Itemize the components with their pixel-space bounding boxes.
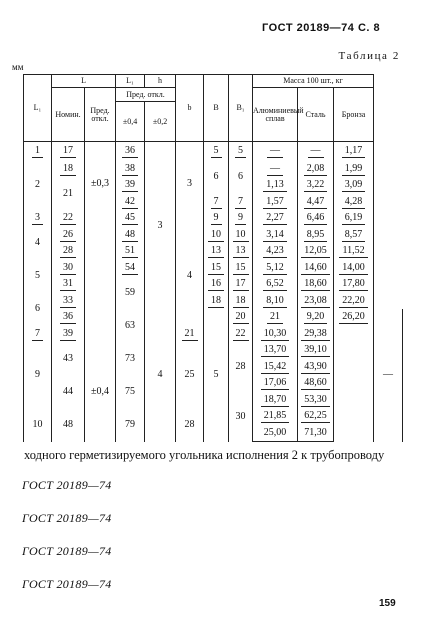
col-head-Lp: L₁ — [116, 75, 145, 88]
cell-Lp: 48 — [122, 228, 138, 242]
cell-Lp: 51 — [122, 244, 138, 258]
cell-b-5: 5 — [204, 309, 229, 442]
cell-B1: 28 — [229, 342, 253, 392]
cell-bronza: 22,20 — [339, 294, 368, 308]
cell-b-3: 3 — [176, 142, 204, 227]
cell-B: 16 — [208, 277, 224, 291]
cell-al: 9,20 — [304, 310, 328, 324]
cell-bronza: 4,28 — [342, 195, 366, 209]
cell-L: 17 — [60, 144, 76, 158]
cell-L: 31 — [60, 277, 76, 291]
cell-L: 28 — [60, 244, 76, 258]
col-head-L1: L₁ — [24, 75, 52, 142]
unit-label: мм — [12, 62, 24, 72]
cell-stal: 39,10 — [301, 343, 330, 357]
cell-h-4: 4 — [145, 309, 176, 442]
cell-B: 6 — [204, 161, 229, 194]
cell-al: 10,30 — [261, 327, 290, 341]
cell-stal: 71,30 — [298, 425, 334, 442]
cell-Lp: 36 — [122, 144, 138, 158]
cell-L-tol-1: ±0,3 — [85, 142, 116, 227]
table-caption: Таблица 2 — [338, 50, 400, 62]
cell-L: 48 — [52, 408, 85, 442]
col-head-h: h — [145, 75, 176, 88]
cell-al: 17,06 — [261, 376, 290, 390]
cell-al: 13,70 — [261, 343, 290, 357]
cell-L: 39 — [60, 327, 76, 341]
cell-bronza: 6,19 — [342, 211, 366, 225]
cell-L: 44 — [52, 375, 85, 408]
cell-L1: 2 — [24, 161, 52, 211]
cell-stal: 23,08 — [301, 294, 330, 308]
cell-al: — — [267, 144, 283, 158]
cell-al: 6,52 — [263, 277, 287, 291]
cell-h-3: 3 — [145, 142, 176, 310]
cell-L: 43 — [52, 342, 85, 375]
cell-B1: 18 — [233, 294, 249, 308]
col-head-tol-04: ±0,4 — [116, 102, 145, 142]
cell-B1: 17 — [233, 277, 249, 291]
cell-B1: 30 — [229, 392, 253, 442]
col-head-L: L — [52, 75, 116, 88]
cell-bronza-dash: — — [374, 309, 403, 442]
cell-bronza: 8,57 — [342, 228, 366, 242]
cell-B: 10 — [208, 228, 224, 242]
cell-L: 26 — [60, 228, 76, 242]
cell-B: 13 — [208, 244, 224, 258]
cell-al: 5,12 — [263, 261, 287, 275]
cell-al: 18,70 — [261, 393, 290, 407]
cell-Lp: 75 — [116, 375, 145, 408]
col-head-nomin: Номин. — [52, 88, 85, 142]
cell-B: 20 — [233, 310, 249, 324]
cell-L1: 1 — [32, 144, 43, 158]
gost-line: ГОСТ 20189—74 — [22, 478, 112, 492]
cell-stal: 2,08 — [304, 162, 328, 176]
cell-B: 15 — [208, 261, 224, 275]
cell-L1: 3 — [32, 211, 43, 225]
cell-stal: 12,05 — [301, 244, 330, 258]
cell-B1: 22 — [233, 327, 249, 341]
cell-B1: 21 — [267, 310, 283, 324]
cell-al: 21,85 — [261, 409, 290, 423]
dimensions-table — [23, 74, 403, 442]
cell-stal: 18,60 — [301, 277, 330, 291]
cell-stal: — — [308, 144, 324, 158]
cell-B1: 7 — [235, 195, 246, 209]
cell-L: 36 — [60, 310, 76, 324]
col-head-pred-otkl: Пред. откл. — [85, 88, 116, 142]
cell-Lp: 63 — [116, 309, 145, 342]
col-head-b: b — [176, 75, 204, 142]
cell-stal: 53,30 — [301, 393, 330, 407]
cell-L1: 9 — [24, 342, 52, 408]
cell-Lp: 79 — [116, 408, 145, 442]
col-head-pred-otkl-2: Пред. откл. — [116, 88, 176, 102]
cell-B1: 10 — [233, 228, 249, 242]
cell-L1: 6 — [24, 293, 52, 326]
cell-B1: 13 — [233, 244, 249, 258]
cell-al: 3,14 — [263, 228, 287, 242]
cell-stal: 14,60 — [301, 261, 330, 275]
cell-B1: 5 — [235, 144, 246, 158]
cell-stal: 3,22 — [304, 178, 328, 192]
cell-al: 15,42 — [261, 360, 290, 374]
cell-stal: 8,95 — [304, 228, 328, 242]
cell-al: — — [267, 162, 283, 176]
cell-B: 9 — [211, 211, 222, 225]
col-head-tol-02: ±0,2 — [145, 102, 176, 142]
cell-L: 21 — [52, 177, 85, 210]
cell-bronza: 3,09 — [342, 178, 366, 192]
cell-b-4: 4 — [176, 227, 204, 326]
cell-L: 22 — [60, 211, 76, 225]
cell-L: 33 — [60, 294, 76, 308]
cell-Lp: 38 — [122, 162, 138, 176]
cell-al: 25,00 — [253, 425, 298, 442]
cell-L-tol-2: ±0,4 — [85, 342, 116, 442]
cell-bronza: 1,99 — [342, 162, 366, 176]
caption-text: ходного герметизируемого угольника исполнения 2 к трубопроводу — [24, 448, 385, 462]
cell-L1: 5 — [24, 260, 52, 293]
cell-al: 4,23 — [263, 244, 287, 258]
col-head-bronza: Бронза — [334, 88, 374, 142]
cell-al: 2,27 — [263, 211, 287, 225]
cell-al: 1,13 — [263, 178, 287, 192]
cell-B: 7 — [211, 195, 222, 209]
cell-al: 8,10 — [263, 294, 287, 308]
col-head-massa: Масса 100 шт., кг — [253, 75, 374, 88]
cell-B1: 9 — [235, 211, 246, 225]
cell-stal: 29,38 — [301, 327, 330, 341]
cell-Lp: 73 — [116, 342, 145, 375]
page-number: 159 — [379, 598, 396, 609]
gost-line: ГОСТ 20189—74 — [22, 511, 112, 525]
cell-B: 21 — [182, 327, 198, 341]
cell-L: 18 — [60, 162, 76, 176]
cell-stal: 26,20 — [339, 310, 368, 324]
cell-stal: 43,90 — [301, 360, 330, 374]
cell-bronza: 17,80 — [339, 277, 368, 291]
cell-L1: 7 — [32, 327, 43, 341]
gost-line: ГОСТ 20189—74 — [22, 577, 112, 591]
col-head-B: B — [204, 75, 229, 142]
gost-line: ГОСТ 20189—74 — [22, 544, 112, 558]
cell-Lp: 54 — [122, 261, 138, 275]
cell-stal: 6,46 — [304, 211, 328, 225]
cell-L: 30 — [60, 261, 76, 275]
cell-Lp: 59 — [116, 276, 145, 309]
cell-L1: 4 — [24, 227, 52, 260]
cell-bronza: 11,52 — [339, 244, 367, 258]
col-head-stal: Сталь — [298, 88, 334, 142]
cell-Lp: 42 — [122, 195, 138, 209]
cell-stal: 62,25 — [301, 409, 330, 423]
cell-Lp: 45 — [122, 211, 138, 225]
page-header: ГОСТ 20189—74 С. 8 — [262, 22, 381, 34]
cell-Lp: 39 — [122, 178, 138, 192]
cell-B: 18 — [208, 294, 224, 308]
cell-B: 5 — [211, 144, 222, 158]
cell-al: 1,57 — [263, 195, 287, 209]
col-head-al: Алюминиевый сплав — [253, 88, 298, 142]
cell-bronza: 14,00 — [339, 261, 368, 275]
cell-L1: 10 — [24, 408, 52, 442]
cell-B1: 15 — [233, 261, 249, 275]
cell-stal: 48,60 — [301, 376, 330, 390]
col-head-B1: B₁ — [229, 75, 253, 142]
cell-B: 25 — [176, 342, 204, 408]
cell-B1: 6 — [229, 161, 253, 194]
cell-stal: 4,47 — [304, 195, 328, 209]
cell-B: 28 — [176, 408, 204, 442]
cell-bronza: 1,17 — [342, 144, 366, 158]
